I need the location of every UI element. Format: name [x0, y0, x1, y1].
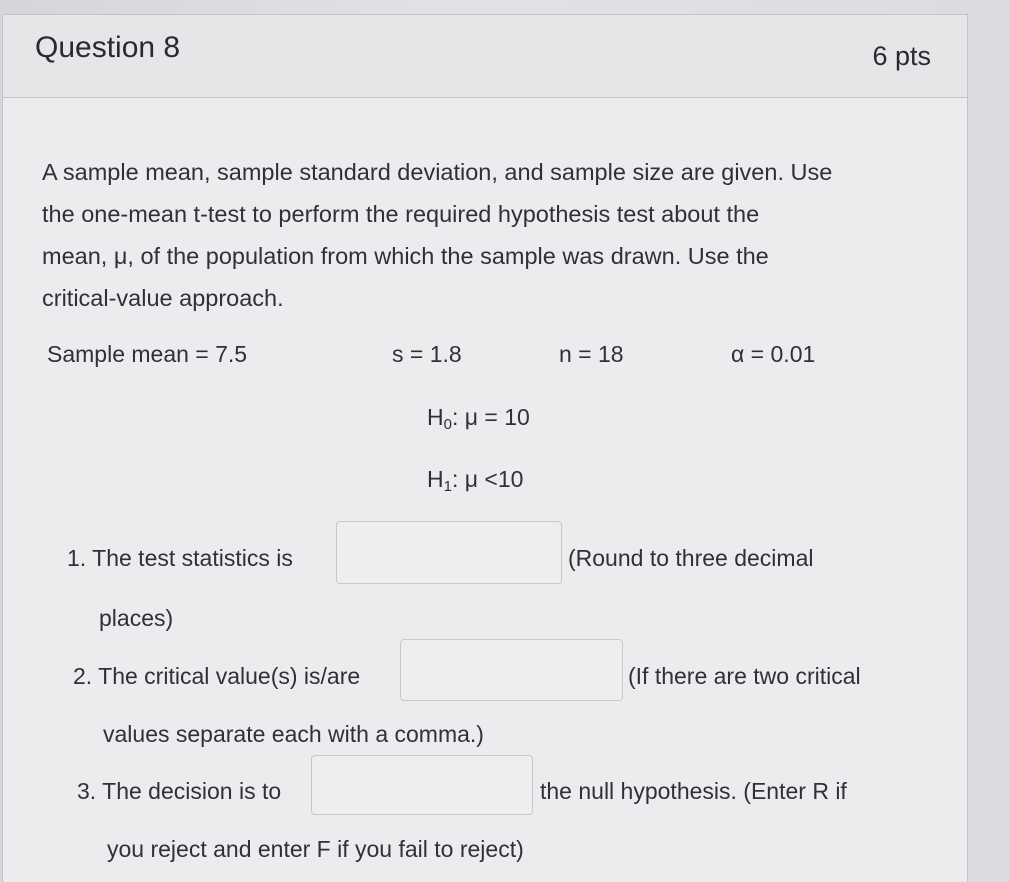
item-1-hint: (Round to three decimal: [568, 545, 814, 571]
h0-subscript: 0: [443, 416, 452, 433]
alternative-hypothesis: [427, 466, 523, 495]
item-1-hint-wrap: places): [99, 605, 174, 631]
question-title: Question 8: [35, 31, 181, 64]
significance-level: α = 0.01: [731, 341, 816, 367]
item-3-hint: the null hypothesis. (Enter R if: [540, 778, 847, 804]
sample-std-dev: s = 1.8: [392, 341, 462, 367]
h0-letter: H: [427, 404, 444, 430]
prompt-line-3: mean, μ, of the population from which the sample was drawn. Use the: [42, 243, 769, 269]
decision-input[interactable]: [311, 755, 533, 815]
test-statistic-input[interactable]: [336, 521, 562, 584]
h0-statement: : μ = 10: [451, 404, 530, 430]
sample-mean: Sample mean = 7.5: [47, 341, 248, 367]
prompt-line-2: the one-mean t-test to perform the required hypothesis test about the: [42, 201, 760, 227]
critical-values-input[interactable]: [400, 639, 623, 701]
question-card: [2, 14, 968, 882]
h1-subscript: 1: [443, 478, 452, 495]
item-2-prompt: 2. The critical value(s) is/are: [73, 663, 361, 689]
sample-size: n = 18: [559, 341, 624, 367]
question-prompt: [42, 151, 942, 319]
item-1-prompt: 1. The test statistics is: [67, 545, 293, 571]
item-2-hint-wrap: values separate each with a comma.): [103, 721, 484, 747]
null-hypothesis: [427, 404, 530, 433]
item-2-hint: (If there are two critical: [628, 663, 861, 689]
question-header: [3, 15, 967, 98]
question-points: 6 pts: [872, 41, 931, 71]
item-3-prompt: 3. The decision is to: [77, 778, 282, 804]
prompt-line-1: A sample mean, sample standard deviation, and sample size are given. Use: [42, 159, 833, 185]
item-3-hint-wrap: you reject and enter F if you fail to reject): [107, 836, 524, 862]
prompt-line-4: critical-value approach.: [42, 285, 284, 311]
h1-letter: H: [427, 466, 444, 492]
h1-statement: : μ <10: [451, 466, 524, 492]
